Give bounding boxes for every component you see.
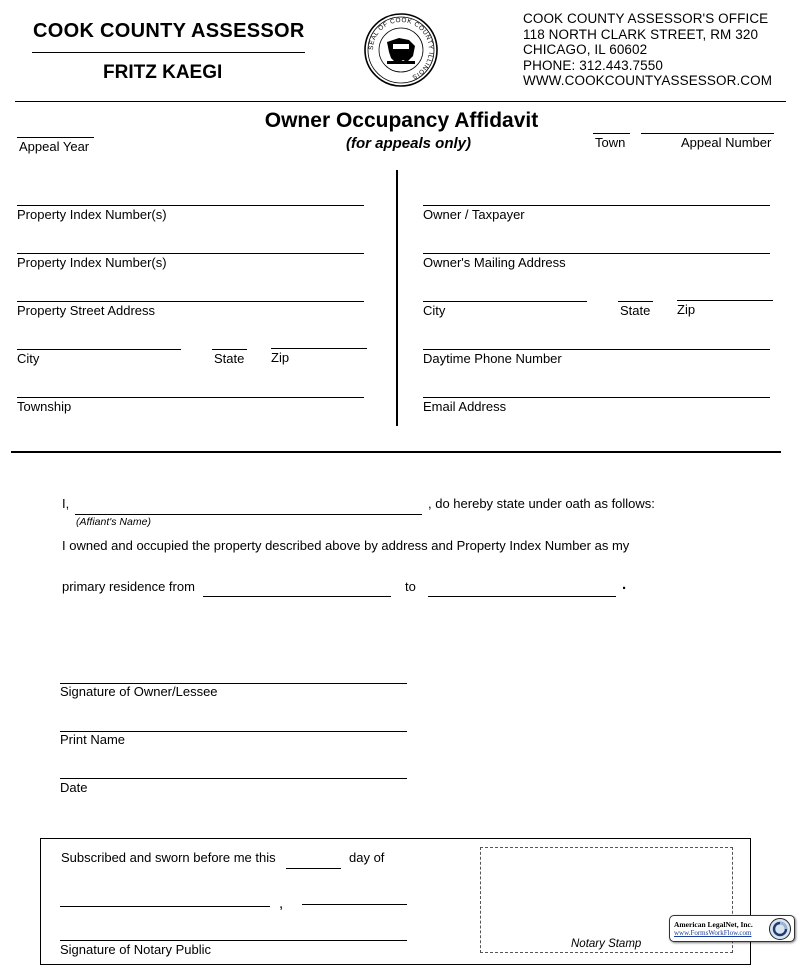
mailing-address-label: Owner's Mailing Address <box>423 255 566 270</box>
oath-suffix: , do hereby state under oath as follows: <box>428 496 655 511</box>
to-label: to <box>405 579 416 594</box>
county-seal-icon <box>363 12 439 88</box>
property-zip-input[interactable] <box>271 334 367 349</box>
owner-signature-label: Signature of Owner/Lessee <box>60 684 218 699</box>
section-rule <box>11 451 781 453</box>
property-zip-label: Zip <box>271 350 290 365</box>
header-rule <box>15 101 786 102</box>
street-address-input[interactable] <box>17 287 364 302</box>
form-title: Owner Occupancy Affidavit <box>264 109 539 132</box>
sworn-text: Subscribed and sworn before me this <box>61 850 276 865</box>
address-line: COOK COUNTY ASSESSOR'S OFFICE <box>523 11 769 26</box>
notary-stamp-label: Notary Stamp <box>571 938 642 950</box>
appeal-year-label: Appeal Year <box>19 139 90 154</box>
globe-icon <box>768 917 792 941</box>
badge-url[interactable]: www.FormsWorkFlow.com <box>674 929 752 937</box>
date-label: Date <box>60 780 88 795</box>
seal-text: SEAL OF COOK COUNTY ILLINOIS <box>367 16 435 81</box>
notary-year-input[interactable] <box>302 890 407 905</box>
township-input[interactable] <box>17 383 364 398</box>
notary-signature-input[interactable] <box>60 926 407 941</box>
print-name-label: Print Name <box>60 732 126 747</box>
residence-to-input[interactable] <box>428 582 616 597</box>
phone-label: Daytime Phone Number <box>423 351 562 366</box>
town-input[interactable] <box>593 119 630 134</box>
address-line: PHONE: 312.443.7550 <box>523 57 663 73</box>
day-of-label: day of <box>349 850 385 865</box>
property-city-input[interactable] <box>17 335 181 350</box>
affiant-name-input[interactable] <box>75 500 422 515</box>
email-input[interactable] <box>423 383 770 398</box>
township-label: Township <box>17 399 72 414</box>
statement-line2: primary residence from <box>62 579 195 594</box>
pin1-input[interactable] <box>17 191 364 206</box>
property-city-label: City <box>17 351 40 366</box>
owner-signature-input[interactable] <box>60 669 407 684</box>
owner-label: Owner / Taxpayer <box>423 207 525 222</box>
residence-from-input[interactable] <box>203 582 391 597</box>
pin2-label: Property Index Number(s) <box>17 255 167 270</box>
address-line: WWW.COOKCOUNTYASSESSOR.COM <box>523 73 773 88</box>
form-subtitle: (for appeals only) <box>345 135 472 152</box>
date-input[interactable] <box>60 764 407 779</box>
mailing-state-label: State <box>620 303 651 318</box>
mailing-zip-input[interactable] <box>677 286 773 301</box>
town-label: Town <box>595 135 626 150</box>
column-divider <box>396 170 398 426</box>
notary-signature-label: Signature of Notary Public <box>60 942 212 957</box>
appeal-number-input[interactable] <box>641 119 774 134</box>
assessor-name: FRITZ KAEGI <box>103 62 223 83</box>
assessor-title-text: COOK COUNTY ASSESSOR <box>33 20 305 42</box>
mailing-state-input[interactable] <box>618 287 653 302</box>
statement-line1: I owned and occupied the property described above by address and Property Index Number as my <box>62 538 630 553</box>
office-address <box>523 11 772 89</box>
mailing-zip-label: Zip <box>677 302 696 317</box>
property-state-input[interactable] <box>212 335 247 350</box>
owner-input[interactable] <box>423 191 770 206</box>
mailing-address-input[interactable] <box>423 239 770 254</box>
mailing-city-label: City <box>423 303 446 318</box>
address-line: CHICAGO, IL 60602 <box>523 42 648 57</box>
legalnet-badge[interactable] <box>669 915 795 942</box>
oath-i-label: I, <box>62 496 70 511</box>
appeal-number-label: Appeal Number <box>681 135 772 150</box>
badge-company: American LegalNet, Inc. <box>674 920 753 929</box>
address-line: 118 NORTH CLARK STREET, RM 320 <box>523 26 759 42</box>
property-state-label: State <box>214 351 245 366</box>
notary-comma: , <box>279 895 284 912</box>
assessor-title <box>33 20 305 43</box>
pin1-label: Property Index Number(s) <box>17 207 167 222</box>
pin2-input[interactable] <box>17 239 364 254</box>
affiant-name-caption: (Affiant's Name) <box>76 516 151 528</box>
statement-period: . <box>622 576 627 593</box>
email-label: Email Address <box>423 399 507 414</box>
notary-day-input[interactable] <box>286 854 341 869</box>
street-address-label: Property Street Address <box>17 303 156 318</box>
phone-input[interactable] <box>423 335 770 350</box>
notary-month-input[interactable] <box>60 892 270 907</box>
mailing-city-input[interactable] <box>423 287 587 302</box>
title-divider <box>32 52 305 53</box>
print-name-input[interactable] <box>60 717 407 732</box>
